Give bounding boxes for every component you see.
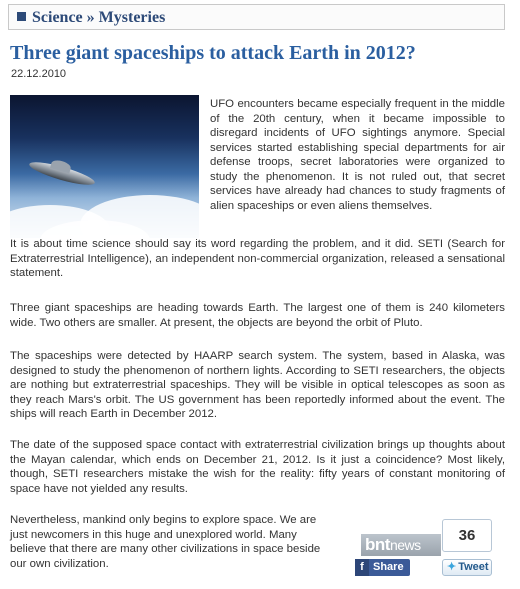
- facebook-icon: f: [355, 559, 369, 576]
- breadcrumb-separator: »: [86, 9, 95, 26]
- square-bullet-icon: [17, 12, 26, 21]
- article-paragraph: Nevertheless, mankind only begins to explore space. We are just newcomers in this huge and unexplored world. Many believe that there are many other civilizations in space beside our own civilization.: [10, 514, 321, 570]
- article-paragraph: UFO encounters became especially frequent in the middle of the 20th century, when it became impossible to disregard incidents of UFO sightings anymore. Special services started establishing special departments for air defense troops, secret laboratories were organized to study the phenomenon. It is not ruled out, that secret services have already had chances to study fragments of alien spaceships or even aliens themselves.: [210, 98, 505, 212]
- article-paragraph: The date of the supposed space contact with extraterrestrial civilization brings up thoughts about the Mayan calendar, which ends on December 21, 2012. Is it just a coincidence? Most likely, though, SETI researchers mistake the wish for the reality: fifty years of constant monitoring of space have not yielded any results.: [10, 439, 505, 495]
- breadcrumb-section[interactable]: Science: [32, 9, 83, 26]
- twitter-bird-icon: ✦: [447, 561, 457, 573]
- facebook-share-button[interactable]: f Share: [355, 559, 410, 576]
- breadcrumb-subsection[interactable]: Mysteries: [98, 9, 166, 26]
- article-title: Three giant spaceships to attack Earth in 2012?: [10, 42, 416, 64]
- bntnews-logo: bntnews: [361, 534, 441, 556]
- breadcrumb: [8, 4, 505, 30]
- article-date: 22.12.2010: [11, 68, 67, 80]
- article-image: [10, 95, 199, 238]
- article-paragraph: The spaceships were detected by HAARP search system. The system, based in Alaska, was designed to study the phenomenon of northern lights. According to SETI researchers, the objects are nothing but extraterrestrial spaceships. They will be visible in optical telescopes as soon as they reach Mars's orbit. The US government has been reportedly informed about the event. The ships will reach Earth in December 2012.: [10, 350, 505, 420]
- tweet-button[interactable]: ✦ Tweet: [442, 559, 492, 576]
- share-block: [355, 519, 505, 579]
- share-count: 36: [442, 519, 492, 552]
- article-paragraph: It is about time science should say its word regarding the problem, and it did. SETI (Search for Extraterrestrial Intelligence), an independent non-commercial organization, released a sensational statement.: [10, 238, 505, 279]
- article-paragraph: Three giant spaceships are heading towards Earth. The largest one of them is 240 kilometers wide. Two others are smaller. At present, the objects are beyond the orbit of Pluto.: [10, 302, 505, 329]
